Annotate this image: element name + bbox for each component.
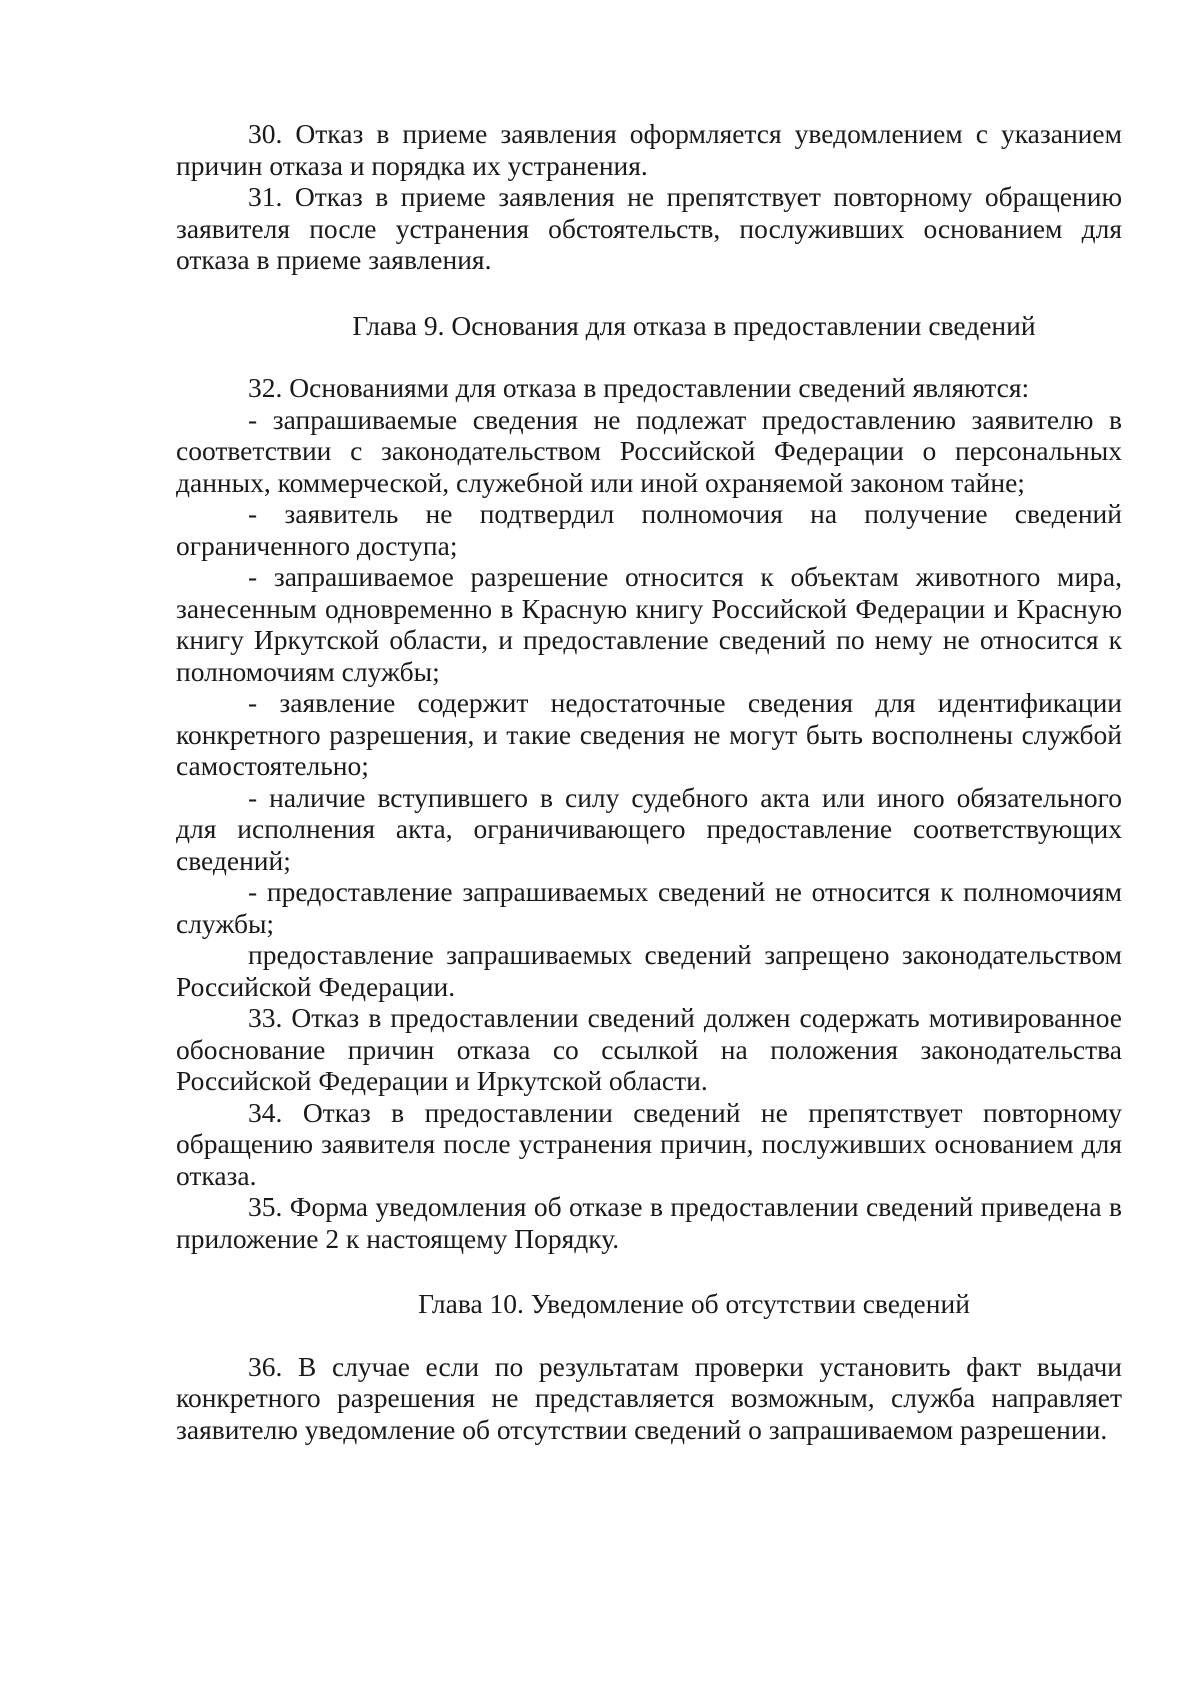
paragraph-32-item: предоставление запрашиваемых сведений запрещено законодательством Российской Федерации. [176,939,1122,1002]
paragraph-33: 33. Отказ в предоставлении сведений должен содержать мотивированное обоснование причин отказа со ссылкой на положения законодательства Российской Федерации и Иркутской области. [176,1002,1122,1096]
paragraph-32-item: - заявитель не подтвердил полномочия на получение сведений ограниченного доступа; [176,498,1122,561]
paragraph-30: 30. Отказ в приеме заявления оформляется уведомлением с указанием причин отказа и порядка их устранения. [176,118,1122,181]
chapter-9-heading: Глава 9. Основания для отказа в предоставлении сведений [352,309,1036,341]
paragraph-32-item: - предоставление запрашиваемых сведений не относится к полномочиям службы; [176,876,1122,939]
paragraph-32-item: - наличие вступившего в силу судебного акта или иного обязательного для исполнения акта, ограничивающего предоставление соответствующих сведений; [176,781,1122,876]
document-body [176,118,1122,1445]
paragraph-31: 31. Отказ в приеме заявления не препятствует повторному обращению заявителя после устранения обстоятельств, послуживших основанием для отказа в приеме заявления. [176,181,1122,275]
paragraph-36: 36. В случае если по результатам проверки установить факт выдачи конкретного разрешения не представляется возможным, служба направляет заявителю уведомление об отсутствии сведений о запрашиваемом разрешении. [176,1350,1122,1445]
paragraph-32-item: - запрашиваемое разрешение относится к объектам животного мира, занесенным одновременно в Красную книгу Российской Федерации и Красную книгу Иркутской области, и предоставление сведений по нему не относится к полномочиям службы; [176,561,1122,687]
paragraph-32-item: - запрашиваемые сведения не подлежат предоставлению заявителю в соответствии с законодательством Российской Федерации о персональных данных, коммерческой, служебной или иной охраняемой законом тайне; [176,403,1122,498]
paragraph-32-item: - заявление содержит недостаточные сведения для идентификации конкретного разрешения, и такие сведения не могут быть восполнены службой самостоятельно; [176,687,1122,781]
paragraph-35: 35. Форма уведомления об отказе в предоставлении сведений приведена в приложение 2 к настоящему Порядку. [176,1191,1122,1254]
paragraph-34: 34. Отказ в предоставлении сведений не препятствует повторному обращению заявителя после устранения причин, послуживших основанием для отказа. [176,1096,1122,1191]
paragraph-32: 32. Основаниями для отказа в предоставлении сведений являются: [248,372,1030,403]
chapter-10-heading: Глава 10. Уведомление об отсутствии сведений [418,1288,970,1319]
